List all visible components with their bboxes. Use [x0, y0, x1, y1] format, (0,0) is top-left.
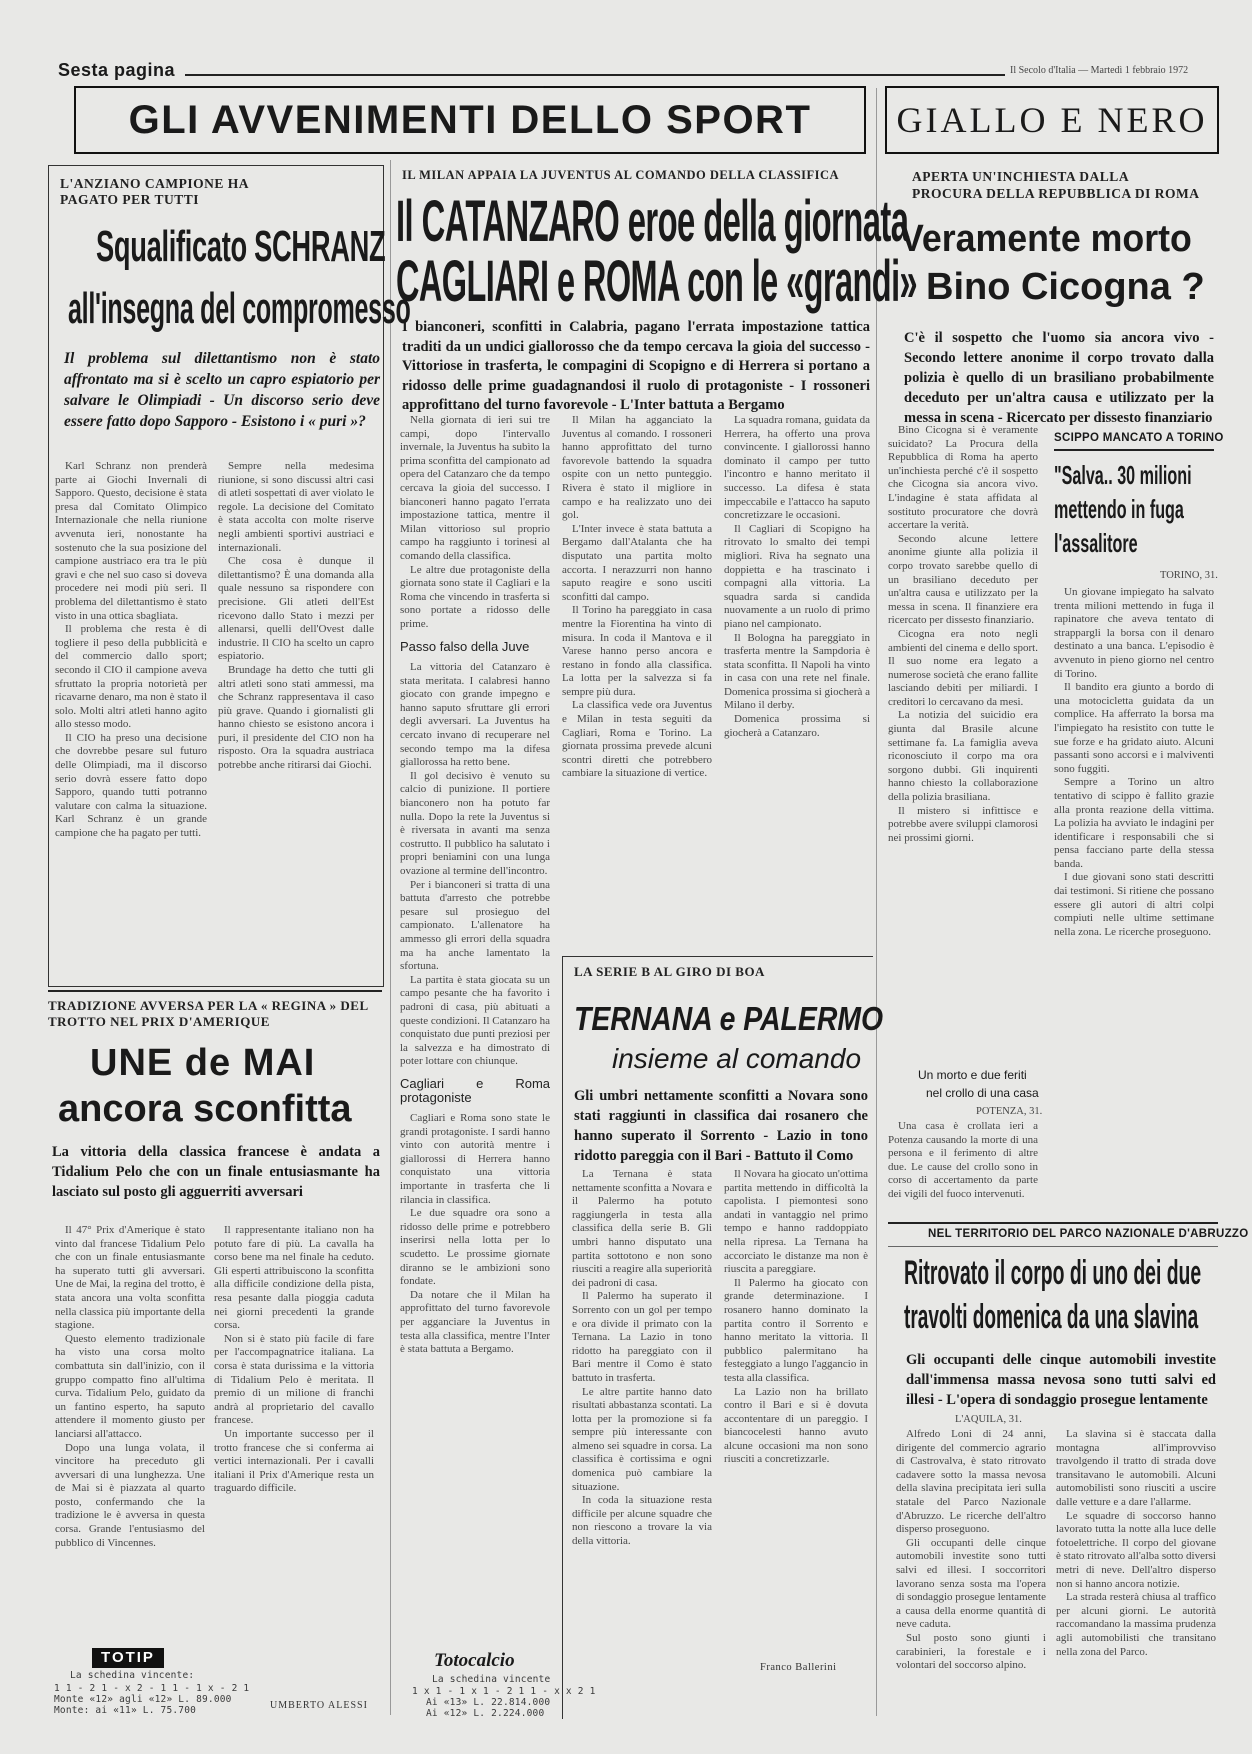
totocalcio-caption: La schedina vincente — [432, 1674, 551, 1685]
schranz-body-col2: Sempre nella medesima riunione, si sono discussi altri casi di atleti sospettati di aver violato le regole. La decisione del Comitato è stata accolta con molte riserve negli ambienti sportivi austriaci e internazionali. Che cosa è dunque il dilettantismo? È una domanda alla quale nessuno sa rispondere con precisione. Gli atleti dell'Est ricevono dallo Stato i mezzi per allenarsi, quelli dell'Ovest dalle industrie. Il CIO ha scelto un capro espiatorio. Brundage ha detto che tutti gli altri atleti sono stati ammessi, ma che Schranz rappresentava il caso più grave. Quando i giornalisti gli hanno chiesto se esistono ancora i puri, il presidente del CIO non ha risposto. Ora la squadra austriaca potrebbe anche ritirarsi dai Giochi. — [218, 460, 374, 772]
totocalcio-line3: Ai «12» L. 2.224.000 — [426, 1708, 545, 1719]
salva-title-2: mettendo in fuga — [1054, 494, 1184, 524]
giallo-nero-banner — [885, 86, 1219, 154]
crollo-dateline: POTENZA, 31. — [976, 1106, 1043, 1117]
catanzaro-title-2: CAGLIARI e ROMA con le «grandi» — [396, 249, 918, 314]
sport-banner-title: GLI AVVENIMENTI DELLO SPORT — [128, 97, 812, 142]
abruzzo-body-col2: La slavina si è staccata dalla montagna all'improvviso travolgendo il tratto di strada dove transitavano le automobili. Alcuni automobilisti sono riusciti a uscire dalle vetture e a dare l'allarme. Le squadre di soccorso hanno lavorato tutta la notte alla luce delle fotoelettriche. Il corpo del giovane è stato ritrovato all'alba sotto diversi metri di neve. Dell'altro disperso non si hanno ancora notizie. La strada resterà chiusa al traffico per alcuni giorni. Le autorità raccomandano la massima prudenza agli automobilisti che transitano nella zona del Parco. — [1056, 1428, 1216, 1658]
header-rule — [185, 74, 1005, 76]
ternana-kicker: LA SERIE B AL GIRO DI BOA — [574, 964, 765, 979]
catanzaro-title-1: Il CATANZARO eroe della giornata — [396, 189, 909, 254]
abruzzo-kicker-rule — [888, 1246, 1218, 1247]
cicogna-subtitle: C'è il sospetto che l'uomo sia ancora vivo - Secondo lettere anonime il corpo trovato dalla polizia è quello di un brasiliano probabilmente deceduto per un'altra causa e utilizzato per la messa in scena - Ricercato per dissesto finanziario — [904, 330, 1214, 426]
ternana-title-2: insieme al comando — [612, 1043, 862, 1074]
cicogna-body-col1: Bino Cicogna si è veramente suicidato? La Procura della Repubblica di Roma ha aperto un'inchiesta perché c'è il sospetto che Cicogna sia ancora vivo. L'indagine è stata affidata al sostituto procuratore che dovrà accertare la verità. Secondo alcune lettere anonime giunte alla polizia il corpo trovato sarebbe quello di un brasiliano deceduto per un'altra causa e utilizzato per la messa in scena. Il finanziere era ricercato per dissesto finanziario. Cicogna era noto negli ambienti del cinema e dello sport. Il suo nome era legato a numerose società che erano fallite lasciando debiti per miliardi. I creditori lo cercavano da mesi. La notizia del suicidio era giunta dal Brasile alcune settimane fa. La famiglia aveva riconosciuto il corpo ma ora sorgono dubbi. Gli inquirenti hanno chiesto la collaborazione della polizia brasiliana. Il mistero si infittisce e potrebbe avere sviluppi clamorosi nei prossimi giorni. — [888, 424, 1038, 844]
totip-line3: Monte: ai «11» L. 75.700 — [54, 1705, 197, 1716]
schranz-subtitle: Il problema sul dilettantismo non è stato affrontato ma si è scelto un capro espiatorio per salvare le Olimpiadi - Un discorso serio deve essere fatto dopo Sapporo - Esistono i « puri »? — [64, 350, 380, 430]
unedemai-title-2: ancora sconfitta — [58, 1088, 352, 1130]
catanzaro-body-col2: Il Milan ha agganciato la Juventus al comando. I rossoneri hanno approfittato del turno favorevole battendo la squadra ospite con un netto punteggio. Rivera è stato il migliore in campo e ha realizzato uno dei gol. L'Inter invece è stata battuta a Bergamo dall'Atalanta che ha disputato una partita molto accorta. I nerazzurri non hanno saputo reagire e sono usciti sconfitti dal campo. Il Torino ha pareggiato in casa mentre la Fiorentina ha vinto di misura. In coda il Mantova e il Varese hanno perso ancora e restano in fondo alla classifica. La lotta per la salvezza si fa sempre più dura. La classifica vede ora Juventus e Milan in testa seguiti da Cagliari, Roma e Torino. La giornata prossima prevede alcuni scontri diretti che potrebbero cambiare la situazione di vertice. — [562, 414, 712, 780]
salva-body: Un giovane impiegato ha salvato trenta milioni mettendo in fuga il rapinatore che aveva tentato di strappargli la borsa con il denaro destinato a una banca. L'episodio è avvenuto in pieno giorno nel centro di Torino. Il bandito era giunto a bordo di una motocicletta guidata da un complice. Ha afferrato la borsa ma l'impiegato ha resistito con tutte le sue forze e ha gridato aiuto. Alcuni passanti sono accorsi e i malviventi sono fuggiti. Sempre a Torino un altro tentativo di scippo è fallito grazie alla pronta reazione della vittima. La polizia ha avviato le indagini per identificare i responsabili che si pensa facciano parte della stessa banda. I due giovani sono stati descritti dai testimoni. Si ritiene che possano essere gli autori di altri colpi compiuti nelle ultime settimane nella zona. Le ricerche proseguono. — [1054, 586, 1214, 938]
cicogna-title-1: Veramente morto — [900, 218, 1192, 260]
ternana-signature: Franco Ballerini — [760, 1662, 837, 1673]
totip-line1: 1 1 - 2 1 - x 2 - 1 1 - 1 x - 2 1 — [54, 1683, 250, 1694]
unedemai-body-col2: Il rappresentante italiano non ha potuto fare di più. La cavalla ha corso bene ma nel finale ha ceduto. Gli esperti attribuiscono la sconfitta alla difficile condizione della pista, resa pesante dalla pioggia caduta nei giorni precedenti la grande corsa. Non si è stato più facile di fare per l'accompagnatrice italiana. La corsa è stata durissima e la vittoria di Tidalium Pelo è meritata. Il premio di un milione di franchi andrà al proprietario del cavallo francese. Un importante successo per il trotto francese che si conferma ai vertici internazionali. Per i cavalli italiani il Prix d'Amerique resta un traguardo difficile. — [214, 1224, 374, 1495]
abruzzo-title-1: Ritrovato il corpo di uno dei due — [904, 1254, 1202, 1292]
schranz-title-1: Squalificato SCHRANZ — [96, 222, 386, 271]
unedemai-title-1: UNE de MAI — [90, 1042, 316, 1084]
schranz-title-2: all'insegna del compromesso — [68, 284, 411, 333]
col-divider-1 — [390, 160, 391, 1715]
salva-title-1: "Salva.. 30 milioni — [1054, 460, 1192, 490]
totip-box — [52, 1648, 250, 1718]
abruzzo-top-rule — [888, 1222, 1218, 1224]
crollo-body: Una casa è crollata ieri a Potenza causando la morte di una persona e il ferimento di altre due. Le cause del crollo sono in corso di accertamento da parte dei vigili del fuoco intervenuti. — [888, 1120, 1038, 1200]
totip-caption: La schedina vincente: — [70, 1670, 195, 1681]
unedemai-kicker: TRADIZIONE AVVERSA PER LA « REGINA » DEL TROTTO NEL PRIX D'AMERIQUE — [48, 998, 368, 1029]
salva-dateline: TORINO, 31. — [1160, 570, 1218, 581]
abruzzo-body-col1: Alfredo Loni di 24 anni, dirigente del commercio agrario di Castrovalva, è stato ritrovato cadavere sotto la massa nevosa della slavina precipitata ieri sulla statale del Parco Nazionale d'Abruzzo. Le ricerche dell'altro disperso proseguono. Gli occupanti delle cinque automobili investite sono tutti salvi ed illesi. I soccorritori lavorano senza sosta ma l'opera di sondaggio prosegue lentamente a causa della enorme quantità di neve caduta. Sul posto sono giunti i carabinieri, la forestale e i volontari del soccorso alpino. — [896, 1428, 1046, 1672]
abruzzo-kicker: NEL TERRITORIO DEL PARCO NAZIONALE D'ABRUZZO — [928, 1228, 1249, 1240]
ternana-body-col1: La Ternana è stata nettamente sconfitta a Novara e il Palermo ha potuto raggiungerla in testa alla classifica della serie B. Gli umbri hanno disputato una partita sottotono e non sono riusciti a reagire alla superiorità dei padroni di casa. Il Palermo ha superato il Sorrento con un gol per tempo e ora divide il primato con la Ternana. La Lazio in tono ridotto ha pareggiato con il Bari mentre il Como è stato battuto in trasferta. Le altre partite hanno dato risultati abbastanza scontati. La lotta per la promozione si fa sempre più interessante con almeno sei squadre in corsa. La classifica è cortissima e ogni domenica può cambiare la situazione. In coda la situazione resta difficile per alcune squadre che non riescono a trovare la via della vittoria. — [572, 1168, 712, 1548]
totip-logo: TOTIP — [92, 1648, 164, 1668]
ternana-subtitle: Gli umbri nettamente sconfitti a Novara sono stati raggiunti in classifica dai rosanero che hanno superato il Sorrento - Lazio in tono ridotto pareggia con il Bari - Battuto il Como — [574, 1088, 868, 1164]
unedemai-body-col1: Il 47° Prix d'Amerique è stato vinto dal francese Tidalium Pelo che con un finale entusiasmante ha superato tutti gli avversari. Une de Mai, la regina del trotto, è stata ancora una volta sconfitta nella classica più importante della stagione. Questo elemento tradizionale ha visto una corsa molto combattuta sin dall'inizio, con il gruppo compatto fino all'ultima curva. Tidalium Pelo, guidato da un fantino esperto, ha saputo attendere il momento giusto per lanciarsi all'attacco. Dopo una lunga volata, il vincitore ha preceduto gli avversari di una lunghezza. Une de Mai si è piazzata al quarto posto, confermando che la tradizione le è avversa in questa corsa. Grande l'entusiasmo del pubblico di Vincennes. — [55, 1224, 205, 1549]
crollo-title-1: Un morto e due feriti — [918, 1068, 1027, 1082]
giallo-nero-title: GIALLO E NERO — [896, 100, 1208, 140]
col-divider-2 — [876, 88, 877, 1716]
cicogna-kicker: APERTA UN'INCHIESTA DALLA PROCURA DELLA REPUBBLICA DI ROMA — [912, 169, 1200, 201]
catanzaro-subtitle: I bianconeri, sconfitti in Calabria, pagano l'errata impostazione tattica traditi da un undici giallorosso che da tempo cercava la gioia del successo - Vittoriose in trasferta, le compagini di Scopigno e di Herrera si portano a ridosso delle prime guadagnandosi il ruolo di protagoniste - I rossoneri approfittano del turno favorevole - L'Inter battuta a Bergamo — [402, 319, 870, 414]
cagliari-roma-heading: Cagliari e Roma protagoniste — [400, 1075, 550, 1105]
catanzaro-kicker: IL MILAN APPAIA LA JUVENTUS AL COMANDO DELLA CLASSIFICA — [402, 168, 840, 182]
ternana-body-col2: Il Novara ha giocato un'ottima partita mettendo in difficoltà la capolista. I piemontesi sono andati in vantaggio nel primo tempo e hanno raddoppiato nella ripresa. La Ternana ha accorciato le distanze ma non è riuscita a pareggiare. Il Palermo ha giocato con grande determinazione. I rosanero hanno dominato la partita contro il Sorrento e hanno meritato la vittoria. Il pubblico palermitano ha festeggiato a lungo l'aggancio in testa alla classifica. La Lazio non ha brillato contro il Bari e si è dovuta accontentare di un pareggio. I biancocelesti hanno avuto alcune occasioni ma non sono riusciti a concretizzarle. — [724, 1168, 868, 1466]
unedemai-subtitle: La vittoria della classica francese è andata a Tidalium Pelo che con un finale entusiasmante ha lasciato sul posto gli agguerriti avversari — [52, 1144, 380, 1200]
catanzaro-body-col1: Nella giornata di ieri sui tre campi, dopo l'intervallo invernale, la Juventus ha subìto la prima sconfitta del campionato ad opera del Catanzaro che da tempo cercava la gioia del successo. I bianconeri hanno pagato l'errata impostazione tattica, mentre il Milan vittorioso sul proprio campo ha raggiunto i torinesi al comando della classifica. Le altre due protagoniste della giornata sono state il Cagliari e la Roma che vincendo in trasferta si sono portate a ridosso delle prime. Passo falso della Juve La vittoria del Catanzaro è stata meritata. I calabresi hanno giocato con grande impegno e hanno saputo sfruttare gli errori degli avversari. La Juventus ha cercato invano di recuperare nel secondo tempo ma la difesa giallorossa ha retto bene. Il gol decisivo è venuto su calcio di punizione. Il portiere bianconero non ha potuto far nulla. Dopo la rete la Juventus si è riversata in avanti ma senza costrutto. Il pubblico ha salutato i propri beniamini con una lunga ovazione al termine dell'incontro. Per i bianconeri si tratta di una battuta d'arresto che potrebbe pesare sul prosieguo del campionato. L'allenatore ha ammesso gli errori della squadra ma ha anche lamentato la sfortuna. La partita è stata giocata su un campo pesante che ha favorito i padroni di casa, più abituati a queste condizioni. Il Catanzaro ha conquistato due punti preziosi per la salvezza e ha dimostrato di poter lottare con chiunque. Cagliari e Roma protagoniste Cagliari e Roma sono state le grandi protagoniste. I sardi hanno vinto con autorità mentre i giallorossi di Herrera hanno conquistato una vittoria importante in trasferta che li rilancia in classifica. Le due squadre ora sono a ridosso delle prime e potrebbero inserirsi nella lotta per lo scudetto. Le prossime giornate diranno se le ambizioni sono fondate. Da notare che il Milan ha approfittato del turno favorevole per agganciare la Juventus in testa alla classifica, mentre l'Inter è stata battuta a Bergamo. — [400, 414, 550, 1356]
header-right-label: Il Secolo d'Italia — Martedì 1 febbraio 1972 — [1010, 65, 1189, 76]
bottom-signature: UMBERTO ALESSI — [270, 1700, 368, 1711]
abruzzo-subtitle: Gli occupanti delle cinque automobili investite dall'immensa massa nevosa sono tutti salvi ed illesi - L'opera di sondaggio prosegue lentamente — [906, 1352, 1216, 1408]
totocalcio-box — [412, 1650, 596, 1720]
salva-kicker-rule — [1054, 449, 1214, 451]
salva-kicker: SCIPPO MANCATO A TORINO — [1054, 432, 1224, 444]
schranz-kicker: L'ANZIANO CAMPIONE HA PAGATO PER TUTTI — [60, 176, 249, 207]
ternana-title-1: TERNANA e PALERMO — [574, 1000, 884, 1037]
page-label: Sesta pagina — [58, 60, 176, 80]
totocalcio-line1: 1 x 1 - 1 x 1 - 2 1 1 - x x 2 1 — [412, 1686, 596, 1697]
abruzzo-dateline: L'AQUILA, 31. — [955, 1414, 1022, 1425]
totocalcio-logo: Totocalcio — [434, 1650, 515, 1671]
catanzaro-body-col3: La squadra romana, guidata da Herrera, ha offerto una prova convincente. I giallorossi hanno dominato il campo per tutto l'incontro e hanno meritato il successo. La difesa è stata impeccabile e l'attacco ha saputo concretizzare le occasioni. Il Cagliari di Scopigno ha ritrovato lo smalto dei tempi migliori. Riva ha segnato una doppietta e ha trascinato i compagni alla vittoria. La squadra sarda si candida nuovamente a un ruolo di primo piano nel campionato. Il Bologna ha pareggiato in trasferta mentre la Sampdoria è stata sconfitta. Il Napoli ha vinto in casa con una rete nel finale. Domenica prossima si giocherà a Milano il derby. Domenica prossima si giocherà a Catanzaro. — [724, 414, 870, 739]
passo-falso-heading: Passo falso della Juve — [400, 638, 530, 654]
cicogna-title-2: Bino Cicogna ? — [926, 266, 1205, 308]
abruzzo-title-2: travolti domenica da una slavina — [904, 1298, 1199, 1336]
totocalcio-line2: Ai «13» L. 22.814.000 — [426, 1697, 551, 1708]
totip-line2: Monte «12» agli «12» L. 89.000 — [54, 1694, 232, 1705]
salva-title-3: l'assalitore — [1054, 528, 1138, 558]
unedemai-top-rule — [48, 990, 382, 992]
crollo-title-2: nel crollo di una casa — [926, 1086, 1039, 1100]
schranz-body-col1: Karl Schranz non prenderà parte ai Giochi Invernali di Sapporo. Questo, decisione è stata presa dal Comitato Olimpico Internazionale che nella riunione avvenuta ieri, nonostante ha sostenuto che la sua posizione del campione austriaco era tra le più gravi e che nel suo caso si doveva procedere nei modi più seri. Il problema del dilettantismo è stato visto in una ottica sbagliata. Il problema che resta è di togliere il peso della pubblicità e del commercio dallo sport; secondo il CIO il campione aveva sfruttato la propria notorietà per ricavarne denaro, ma non è stato il solo. Molti altri atleti hanno agito allo stesso modo. Il CIO ha preso una decisione che dovrebbe pesare sul futuro delle Olimpiadi, ma il discorso serio dovrà essere fatto dopo Sapporo, quando tutti potranno valutare con calma la situazione. Karl Schranz è un grande campione che ha pagato per tutti. — [55, 460, 207, 840]
sport-banner — [74, 86, 866, 154]
